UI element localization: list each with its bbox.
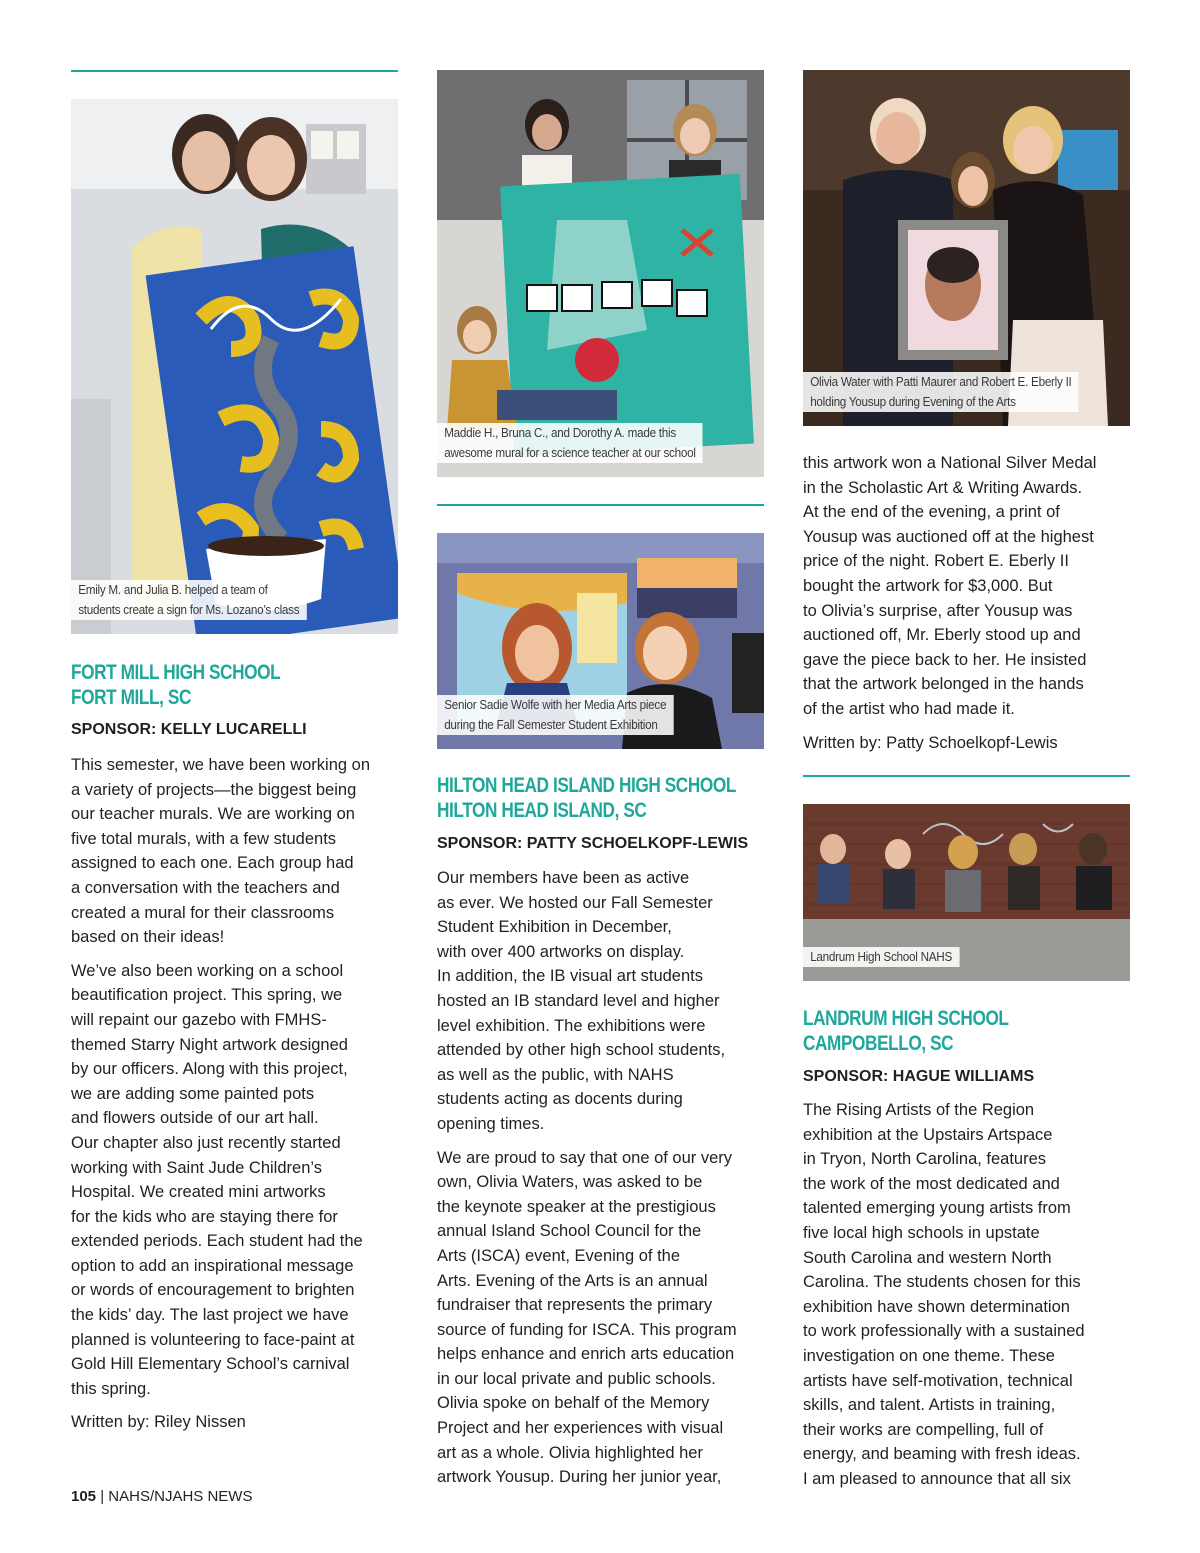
sponsor-line: SPONSOR: PATTY SCHOELKOPF-LEWIS	[437, 835, 749, 852]
footer-separator: |	[100, 1488, 105, 1505]
paragraph: We are proud to say that one of our very own, Olivia Waters, was asked to be the keynote speaker at the prestigious annual Island School Council for the Arts (ISCA) event, Evening of the Arts. Evening of the Arts is an annual fundraiser that represents the primary source of funding for ISCA. This program helps enhance and enrich arts education in our local private and public schools. Olivia spoke on behalf of the Memory Project and her experiences with visual art as a whole. Olivia highlighted her artwork Yousup. During her junior year,	[437, 1148, 737, 1487]
article-body	[71, 753, 403, 1444]
written-by: Written by: Riley Nissen	[71, 1413, 246, 1432]
photo-caption: Maddie H., Bruna C., and Dorothy A. made this awesome mural for a science teacher at our school	[437, 423, 703, 463]
page-footer	[71, 1488, 252, 1505]
article-body	[437, 866, 769, 1499]
paragraph: Our members have been as active as ever. We hosted our Fall Semester Student Exhibition in December, with over 400 artworks on display. In addition, the IB visual art students hosted an IB standard level and higher level exhibition. The exhibitions were attended by other high school students, as well as the public, with NAHS students acting as docents during opening times.	[437, 869, 726, 1133]
school-heading: LANDRUM HIGH SCHOOL CAMPOBELLO, SC	[803, 1007, 1009, 1055]
school-heading: FORT MILL HIGH SCHOOL FORT MILL, SC	[71, 661, 281, 709]
photo-caption: Senior Sadie Wolfe with her Media Arts piece during the Fall Semester Student Exhibition	[437, 695, 673, 735]
section-rule	[71, 70, 398, 72]
paragraph: This semester, we have been working on a variety of projects—the biggest being our teacher murals. We are working on five total murals, with a few students assigned to each one. Each group had a conversation with the teachers and created a mural for their classrooms based on their ideas!	[71, 756, 370, 947]
paragraph: this artwork won a National Silver Medal in the Scholastic Art & Writing Awards. At the end of the evening, a print of Yousup was auctioned off at the highest price of the night. Robert E. Eberly II bought the artwork for $3,000. But to Olivia’s surprise, after Yousup was auctioned off, Mr. Eberly stood up and gave the piece back to her. He insisted that the artwork belonged in the hands of the artist who had made it.	[803, 454, 1097, 718]
paragraph: We’ve also been working on a school beautification project. This spring, we will repaint our gazebo with FMHS- themed Starry Night artwork designed by our officers. Along with this project, we are adding some painted pots and flowers outside of our art hall. Our chapter also just recently started working with Saint Jude Children’s Hospital. We created mini artworks for the kids who are staying there for extended periods. Each student had the option to add an inspirational message or words of encouragement to brighten the kids’ day. The last project we have planned is volunteering to face-paint at Gold Hill Elementary School’s carnival this spring.	[71, 961, 363, 1398]
photo-jacket-sign	[71, 99, 398, 634]
sponsor-line: SPONSOR: KELLY LUCARELLI	[71, 721, 307, 738]
section-rule	[803, 775, 1130, 777]
photo-evening-of-the-arts	[803, 70, 1130, 426]
photo-caption: Olivia Water with Patti Maurer and Robert E. Eberly II holding Yousup during Evening of the Arts	[803, 372, 1079, 412]
photo-caption: Emily M. and Julia B. helped a team of students create a sign for Ms. Lozano’s class	[71, 580, 307, 620]
page-number: 105	[71, 1488, 97, 1505]
article-body	[803, 1098, 1135, 1501]
photo-landrum-nahs	[803, 804, 1130, 981]
sponsor-line: SPONSOR: HAGUE WILLIAMS	[803, 1068, 1035, 1085]
written-by: Written by: Patty Schoelkopf-Lewis	[803, 733, 1058, 752]
school-heading: HILTON HEAD ISLAND HIGH SCHOOL HILTON HEAD ISLAND, SC	[437, 774, 736, 822]
photo-caption: Landrum High School NAHS	[803, 947, 959, 967]
article-body	[803, 451, 1135, 764]
section-rule	[437, 504, 764, 506]
publication-name: NAHS/NJAHS NEWS	[108, 1488, 253, 1505]
photo-media-arts-piece	[437, 533, 764, 749]
photo-science-mural	[437, 70, 764, 477]
paragraph: The Rising Artists of the Region exhibition at the Upstairs Artspace in Tryon, North Carolina, features the work of the most dedicated and talented emerging young artists from five local high schools in upstate South Carolina and western North Carolina. The students chosen for this exhibition have shown determination to work professionally with a sustained investigation on one theme. These artists have self-motivation, technical skills, and talent. Artists in training, their works are compelling, full of energy, and beaming with fresh ideas. I am pleased to announce that all six	[803, 1101, 1085, 1488]
